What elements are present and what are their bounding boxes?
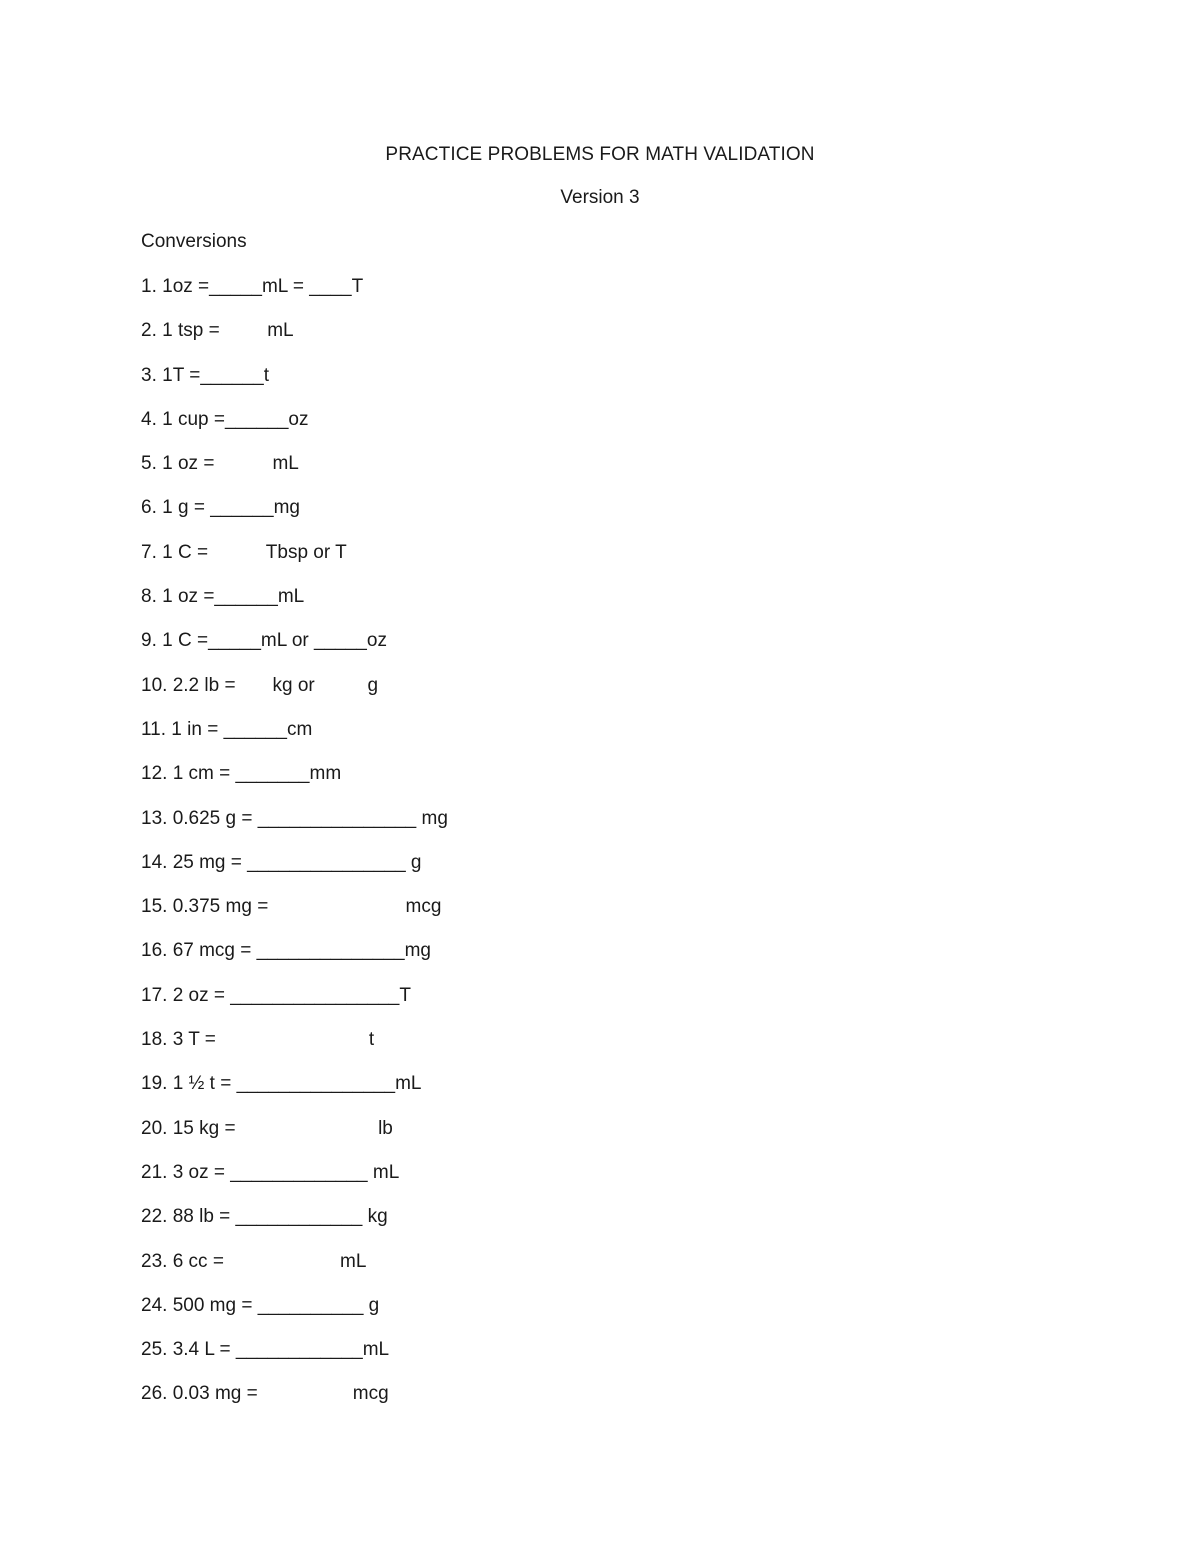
page-title: PRACTICE PROBLEMS FOR MATH VALIDATION bbox=[385, 144, 815, 165]
problem-item: 15. 0.375 mg = mcg bbox=[141, 896, 442, 918]
version-label: Version 3 bbox=[560, 187, 640, 208]
problem-item: 10. 2.2 lb = kg or g bbox=[141, 674, 379, 696]
problem-list bbox=[141, 276, 448, 1428]
problem-item: 1. 1oz =_____mL = ____T bbox=[141, 276, 364, 297]
section-heading: Conversions bbox=[141, 231, 247, 252]
problem-item: 5. 1 oz = mL bbox=[141, 453, 299, 475]
problem-item: 16. 67 mcg = ______________mg bbox=[141, 940, 431, 962]
problem-item: 8. 1 oz =______mL bbox=[141, 586, 305, 608]
problem-item: 3. 1T =______t bbox=[141, 364, 270, 386]
problem-item: 18. 3 T = t bbox=[141, 1029, 375, 1051]
problem-item: 25. 3.4 L = ____________mL bbox=[141, 1339, 390, 1361]
problem-item: 7. 1 C = Tbsp or T bbox=[141, 541, 347, 563]
problem-item: 6. 1 g = ______mg bbox=[141, 497, 300, 519]
problem-item: 13. 0.625 g = _______________ mg bbox=[141, 807, 448, 829]
problem-item: 14. 25 mg = _______________ g bbox=[141, 851, 422, 873]
problem-item: 12. 1 cm = _______mm bbox=[141, 763, 342, 785]
problem-item: 22. 88 lb = ____________ kg bbox=[141, 1206, 388, 1228]
problem-item: 26. 0.03 mg = mcg bbox=[141, 1383, 389, 1405]
problem-item: 9. 1 C =_____mL or _____oz bbox=[141, 630, 387, 652]
problem-item: 17. 2 oz = ________________T bbox=[141, 984, 411, 1006]
problem-item: 21. 3 oz = _____________ mL bbox=[141, 1161, 400, 1183]
problem-item: 24. 500 mg = __________ g bbox=[141, 1294, 380, 1316]
problem-item: 23. 6 cc = mL bbox=[141, 1250, 367, 1272]
problem-item: 20. 15 kg = lb bbox=[141, 1117, 393, 1139]
problem-item: 4. 1 cup =______oz bbox=[141, 408, 309, 430]
problem-item: 2. 1 tsp = mL bbox=[141, 320, 294, 342]
problem-item: 19. 1 ½ t = _______________mL bbox=[141, 1073, 422, 1095]
problem-item: 11. 1 in = ______cm bbox=[141, 718, 313, 740]
